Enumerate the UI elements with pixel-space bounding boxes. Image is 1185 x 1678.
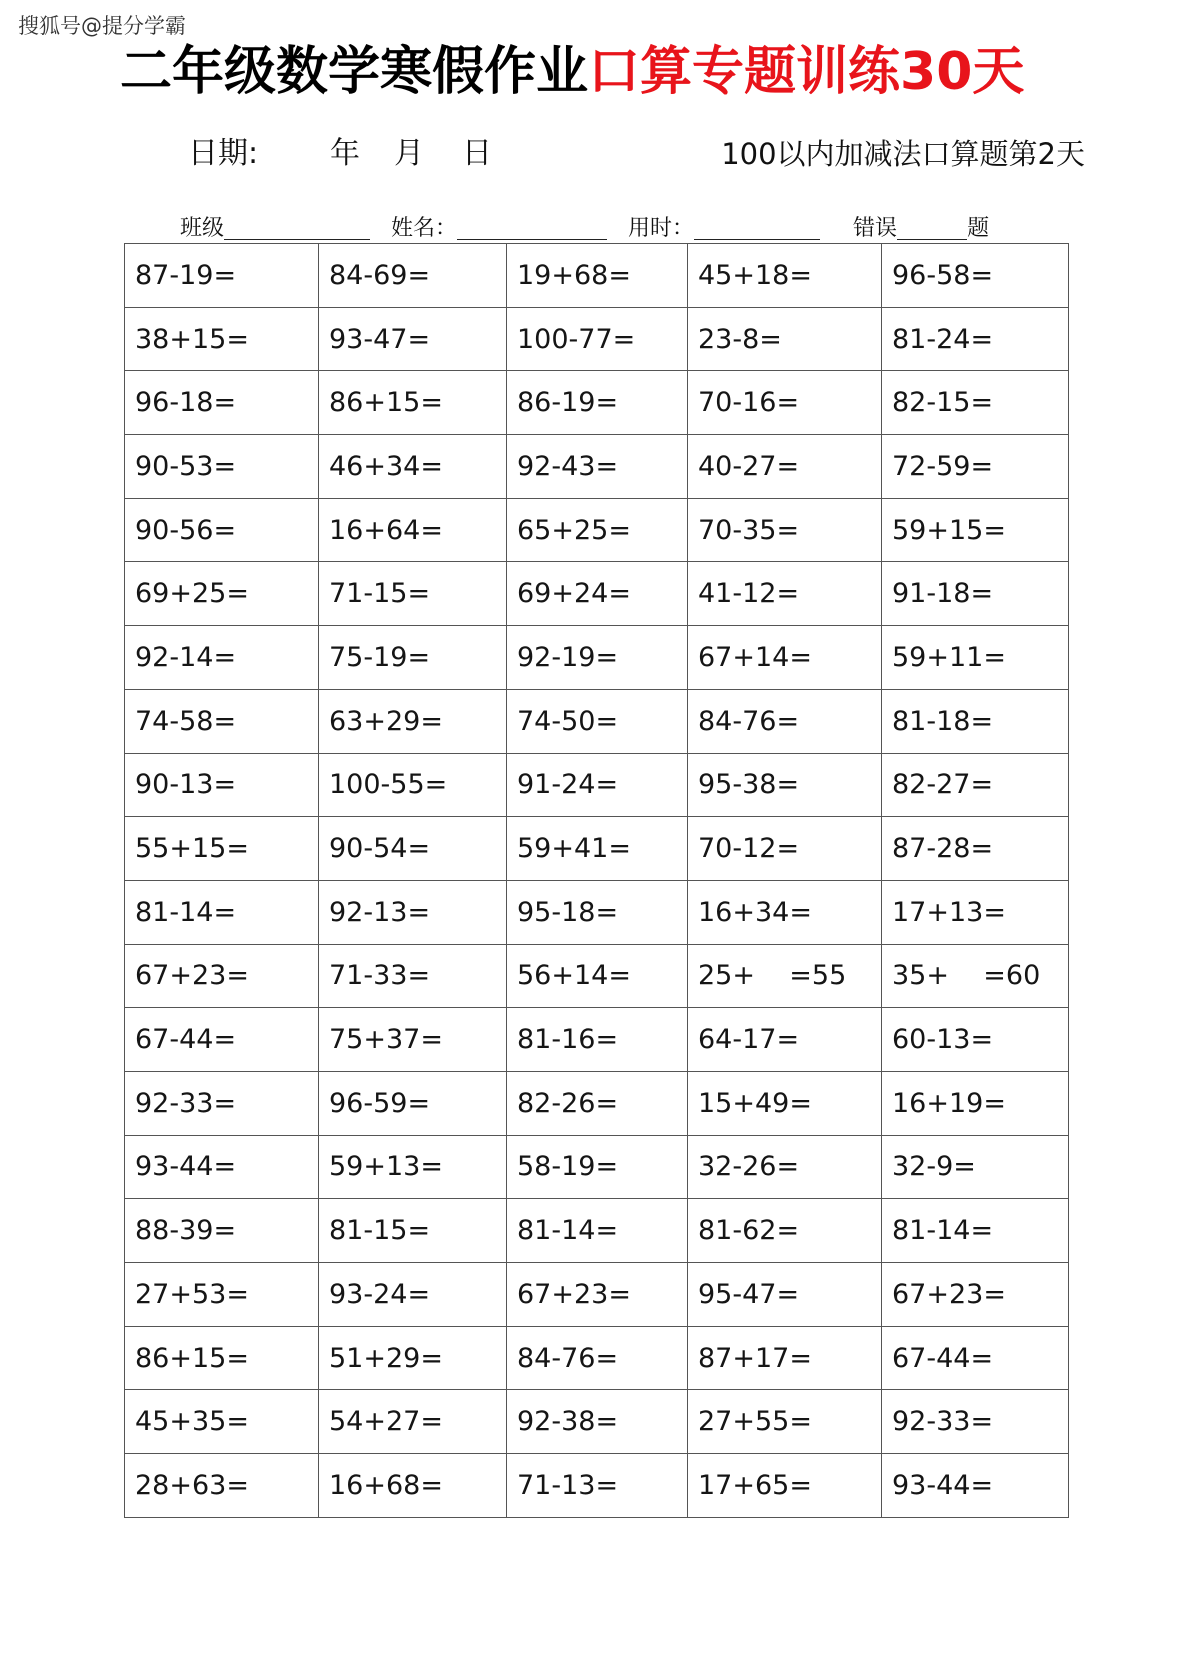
problem-cell: 67-44= [882, 1326, 1069, 1390]
problem-cell: 87+17= [688, 1326, 882, 1390]
day-label: 日 [462, 136, 492, 171]
problem-cell: 93-47= [319, 307, 507, 371]
error-suffix: 题 [967, 216, 990, 241]
problem-cell: 25+ =55 [688, 944, 882, 1008]
problem-cell: 32-26= [688, 1135, 882, 1199]
class-blank[interactable] [224, 215, 370, 240]
watermark: 搜狐号@提分学霸 [18, 14, 186, 38]
time-label: 用时： [628, 216, 695, 241]
problem-cell: 81-24= [882, 307, 1069, 371]
problem-cell: 58-19= [507, 1135, 688, 1199]
name-blank[interactable] [457, 215, 607, 240]
problem-cell: 60-13= [882, 1008, 1069, 1072]
problem-cell: 82-26= [507, 1071, 688, 1135]
problem-cell: 45+35= [125, 1390, 319, 1454]
problem-cell: 91-24= [507, 753, 688, 817]
problem-cell: 27+53= [125, 1263, 319, 1327]
table-row [125, 1326, 1069, 1390]
table-row [125, 1135, 1069, 1199]
time-blank[interactable] [694, 215, 820, 240]
problem-cell: 23-8= [688, 307, 882, 371]
month-label: 月 [394, 136, 424, 171]
problem-cell: 70-35= [688, 498, 882, 562]
problem-cell: 96-58= [882, 244, 1069, 308]
problem-cell: 67+23= [507, 1263, 688, 1327]
problem-cell: 88-39= [125, 1199, 319, 1263]
problem-cell: 71-13= [507, 1454, 688, 1518]
year-label: 年 [330, 136, 360, 171]
table-row [125, 1199, 1069, 1263]
problem-cell: 81-14= [507, 1199, 688, 1263]
table-row [125, 817, 1069, 881]
problem-cell: 67+14= [688, 626, 882, 690]
problem-cell: 75-19= [319, 626, 507, 690]
problem-cell: 95-38= [688, 753, 882, 817]
table-row [125, 753, 1069, 817]
problem-cell: 16+64= [319, 498, 507, 562]
problem-cell: 51+29= [319, 1326, 507, 1390]
table-row [125, 244, 1069, 308]
problem-cell: 90-56= [125, 498, 319, 562]
problem-cell: 84-69= [319, 244, 507, 308]
table-row [125, 1071, 1069, 1135]
problem-cell: 81-14= [125, 880, 319, 944]
date-label: 日期: [188, 136, 259, 171]
problem-cell: 67+23= [125, 944, 319, 1008]
problem-table [124, 243, 1069, 1518]
table-row [125, 689, 1069, 753]
title-red-part: 口算专题训练30天 [588, 42, 1025, 102]
problem-cell: 16+68= [319, 1454, 507, 1518]
table-row [125, 1390, 1069, 1454]
table-row [125, 944, 1069, 1008]
table-row [125, 562, 1069, 626]
problem-cell: 41-12= [688, 562, 882, 626]
day-title: 100以内加减法口算题第2天 [721, 137, 1085, 171]
problem-cell: 67-44= [125, 1008, 319, 1072]
problem-cell: 65+25= [507, 498, 688, 562]
problem-cell: 96-59= [319, 1071, 507, 1135]
problem-cell: 84-76= [688, 689, 882, 753]
problem-cell: 87-19= [125, 244, 319, 308]
problem-cell: 74-58= [125, 689, 319, 753]
problem-cell: 16+34= [688, 880, 882, 944]
problem-cell: 90-53= [125, 435, 319, 499]
problem-cell: 16+19= [882, 1071, 1069, 1135]
problem-cell: 71-33= [319, 944, 507, 1008]
problem-cell: 93-44= [125, 1135, 319, 1199]
problem-cell: 87-28= [882, 817, 1069, 881]
problem-cell: 92-38= [507, 1390, 688, 1454]
problem-cell: 81-14= [882, 1199, 1069, 1263]
problem-cell: 72-59= [882, 435, 1069, 499]
problem-cell: 84-76= [507, 1326, 688, 1390]
problem-cell: 59+15= [882, 498, 1069, 562]
table-row [125, 307, 1069, 371]
table-row [125, 1263, 1069, 1327]
problem-cell: 46+34= [319, 435, 507, 499]
problem-cell: 75+37= [319, 1008, 507, 1072]
name-label: 姓名： [391, 216, 458, 241]
problem-cell: 71-15= [319, 562, 507, 626]
page-title [120, 36, 1120, 108]
problem-cell: 86+15= [125, 1326, 319, 1390]
problem-cell: 45+18= [688, 244, 882, 308]
problem-cell: 95-47= [688, 1263, 882, 1327]
problem-cell: 17+65= [688, 1454, 882, 1518]
title-black-part: 二年级数学寒假作业 [120, 42, 589, 102]
problem-cell: 92-43= [507, 435, 688, 499]
error-blank[interactable] [897, 215, 967, 240]
problem-cell: 15+49= [688, 1071, 882, 1135]
problem-cell: 95-18= [507, 880, 688, 944]
problem-cell: 93-44= [882, 1454, 1069, 1518]
problem-cell: 59+11= [882, 626, 1069, 690]
problem-cell: 92-33= [125, 1071, 319, 1135]
problem-cell: 69+25= [125, 562, 319, 626]
problem-cell: 67+23= [882, 1263, 1069, 1327]
problem-cell: 70-16= [688, 371, 882, 435]
problem-cell: 81-18= [882, 689, 1069, 753]
problem-cell: 59+41= [507, 817, 688, 881]
problem-cell: 17+13= [882, 880, 1069, 944]
problem-cell: 38+15= [125, 307, 319, 371]
problem-cell: 28+63= [125, 1454, 319, 1518]
problem-cell: 90-13= [125, 753, 319, 817]
class-label: 班级 [180, 216, 225, 241]
problem-cell: 63+29= [319, 689, 507, 753]
problem-cell: 92-13= [319, 880, 507, 944]
problem-cell: 55+15= [125, 817, 319, 881]
problem-cell: 86+15= [319, 371, 507, 435]
problem-cell: 59+13= [319, 1135, 507, 1199]
table-row [125, 880, 1069, 944]
problem-cell: 86-19= [507, 371, 688, 435]
problem-cell: 100-77= [507, 307, 688, 371]
problem-cell: 96-18= [125, 371, 319, 435]
table-row [125, 435, 1069, 499]
problem-cell: 92-14= [125, 626, 319, 690]
problem-cell: 82-15= [882, 371, 1069, 435]
problem-table-body [125, 244, 1069, 1518]
problem-cell: 70-12= [688, 817, 882, 881]
table-row [125, 1454, 1069, 1518]
problem-cell: 69+24= [507, 562, 688, 626]
problem-cell: 91-18= [882, 562, 1069, 626]
problem-cell: 92-33= [882, 1390, 1069, 1454]
problem-cell: 92-19= [507, 626, 688, 690]
problem-cell: 27+55= [688, 1390, 882, 1454]
problem-cell: 32-9= [882, 1135, 1069, 1199]
problem-cell: 81-15= [319, 1199, 507, 1263]
problem-cell: 90-54= [319, 817, 507, 881]
problem-cell: 56+14= [507, 944, 688, 1008]
table-row [125, 1008, 1069, 1072]
problem-cell: 82-27= [882, 753, 1069, 817]
problem-cell: 35+ =60 [882, 944, 1069, 1008]
problem-cell: 81-62= [688, 1199, 882, 1263]
problem-cell: 19+68= [507, 244, 688, 308]
student-info-fields [180, 212, 989, 246]
error-label: 错误 [853, 216, 898, 241]
problem-cell: 81-16= [507, 1008, 688, 1072]
problem-cell: 74-50= [507, 689, 688, 753]
table-row [125, 626, 1069, 690]
problem-cell: 40-27= [688, 435, 882, 499]
table-row [125, 498, 1069, 562]
table-row [125, 371, 1069, 435]
problem-cell: 93-24= [319, 1263, 507, 1327]
problem-cell: 54+27= [319, 1390, 507, 1454]
problem-cell: 100-55= [319, 753, 507, 817]
problem-cell: 64-17= [688, 1008, 882, 1072]
